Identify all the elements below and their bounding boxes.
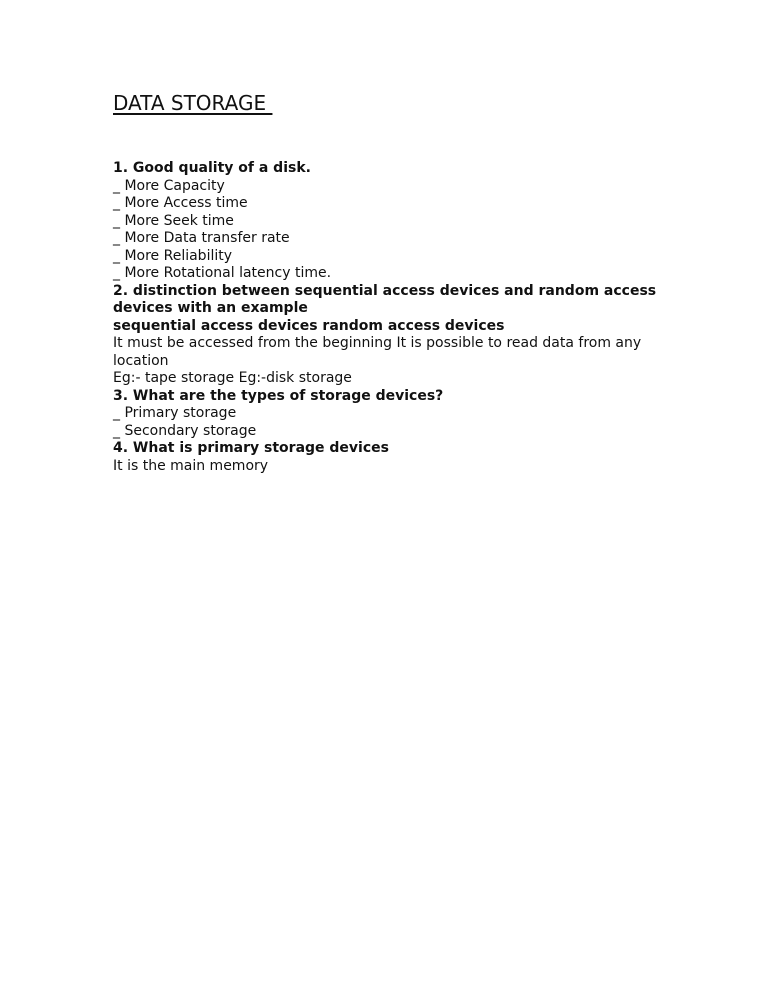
question-4-heading: 4. What is primary storage devices — [113, 440, 389, 456]
list-item: _ Primary storage — [113, 405, 237, 421]
list-item: _ Secondary storage — [113, 422, 257, 439]
list-item: _ More Rotational latency time. — [113, 265, 332, 281]
list-item: _ More Data transfer rate — [113, 230, 290, 246]
list-item: _ More Seek time — [113, 212, 234, 229]
question-2-heading: 2. distinction between sequential access devices and random access devices with an example — [113, 282, 657, 316]
list-item: _ More Access time — [113, 195, 248, 211]
question-4-section — [113, 440, 673, 475]
document-content — [113, 89, 673, 475]
list-item: _ More Reliability — [113, 247, 233, 264]
list-item: _ More Capacity — [113, 177, 225, 194]
question-1-heading: 1. Good quality of a disk. — [113, 160, 311, 176]
question-2-section — [113, 283, 673, 388]
answer-line: It must be accessed from the beginning It is possible to read data from any location — [113, 335, 642, 369]
answer-line: It is the main memory — [113, 457, 269, 474]
document-title: DATA STORAGE — [113, 91, 273, 115]
question-3-section — [113, 388, 673, 441]
question-1-section — [113, 160, 673, 283]
question-2-subheading: sequential access devices random access devices — [113, 317, 505, 334]
question-3-heading: 3. What are the types of storage devices? — [113, 387, 444, 404]
answer-line: Eg:- tape storage Eg:-disk storage — [113, 370, 352, 386]
